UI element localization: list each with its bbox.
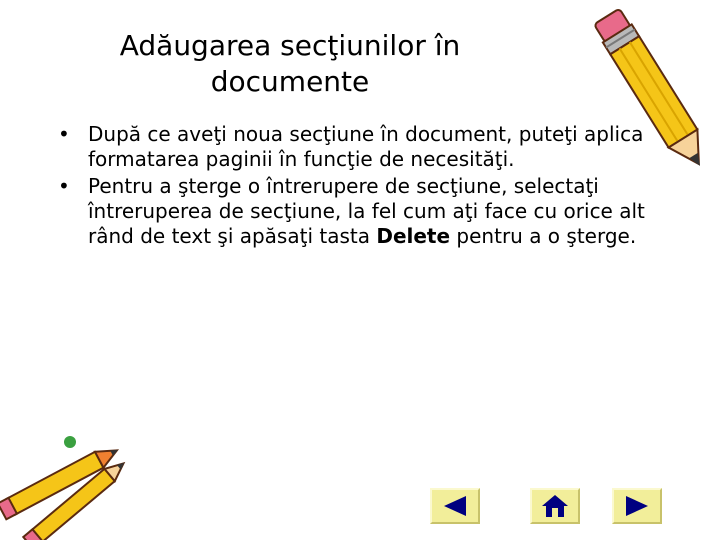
next-slide-button[interactable] [612,488,662,524]
crossed-pencils-clipart-icon [0,430,140,540]
home-icon [541,494,569,518]
bullet-bold-key: Delete [376,224,451,248]
slide-title [110,28,470,100]
right-arrow-icon [624,495,650,517]
bullet-item [58,122,678,172]
title-line-1: Adăugarea secţiunilor în [119,29,461,62]
bullet-item [58,174,678,249]
pencil-clipart-icon [590,0,720,180]
bullet-text-end: pentru a o şterge. [450,224,637,248]
title-line-2: documente [210,65,370,98]
bullet-text: După ce aveţi noua secţiune în document, puteţi aplica formatarea paginii în funcţie de necesităţi. [88,122,644,171]
left-arrow-icon [442,495,468,517]
bullet-list [58,122,678,251]
bullet-text: Pentru a şterge o întrerupere de secţiune, selectaţi întreruperea de secţiune, la fel cum aţi face cu orice alt rând de text şi apăsaţi tasta [88,174,645,248]
previous-slide-button[interactable] [430,488,480,524]
bullet-marker: • [58,174,70,198]
bullet-marker: • [58,122,70,146]
home-button[interactable] [530,488,580,524]
